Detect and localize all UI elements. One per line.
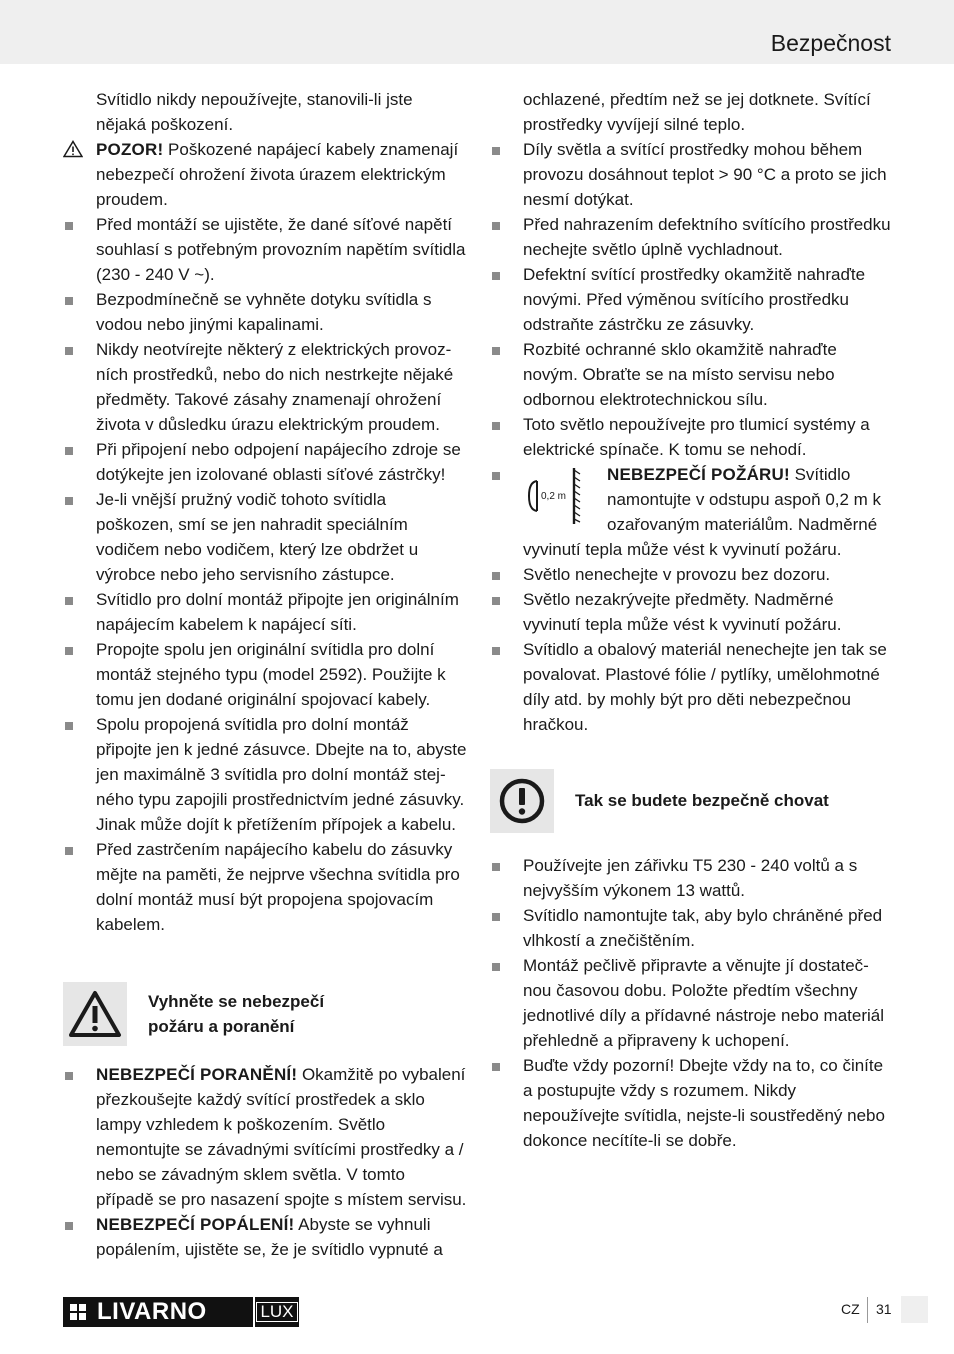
list-item (490, 1053, 892, 1153)
warning-triangle-icon (63, 982, 127, 1046)
safety-icon-tile (490, 769, 554, 833)
list-item-text: Světlo nenechejte v provozu bez dozoru. (523, 565, 831, 584)
bullet-icon (492, 1063, 500, 1071)
list-item (490, 587, 892, 637)
bullet-icon (492, 422, 500, 430)
list-item-text: Před nahrazením defektního svítícího prostředku nechejte světlo úplně vychladnout. (523, 215, 891, 259)
safety-box (490, 769, 892, 833)
bullet-icon (492, 863, 500, 871)
list-item (490, 262, 892, 337)
list-item-text: Abyste se vyhnuli popálením, ujistěte se, že je svítidlo vypnuté a (96, 1215, 443, 1259)
list-item-text: Rozbité ochranné sklo okamžitě nahraďte novým. Obraťte se na místo servisu nebo odbornou elektrotechnickou sílu. (523, 340, 837, 409)
list-item (490, 637, 892, 737)
list-item (63, 1212, 467, 1262)
logo-lux-text: LUX (256, 1302, 297, 1322)
language-code: CZ (841, 1301, 860, 1317)
list-item-text: Propojte spolu jen originální svítidla pro dolní montáž stejného typu (model 2592). Použijte k tomu jen dodané originální spojovací kabely. (96, 640, 446, 709)
logo-squares-icon (67, 1297, 93, 1327)
logo-lux (255, 1297, 299, 1327)
hazard-box (63, 982, 467, 1046)
list-item-text: Je-li vnější pružný vodič tohoto svítidla poškozen, smí se jen nahradit speciálním vodičem nebo vodičem, který lze obdržet u výrobce nebo jeho servisního zástupce. (96, 490, 419, 584)
hazard-box-title-line1: Vyhněte se nebezpečí (148, 992, 325, 1011)
list-item (490, 903, 892, 953)
list-item (63, 587, 467, 637)
bullet-icon (65, 347, 73, 355)
list-item-text: Svítidlo namontujte tak, aby bylo chráněné před vlhkostí a znečištěním. (523, 906, 883, 950)
footer-divider (867, 1297, 868, 1323)
bullet-icon (65, 597, 73, 605)
list-item-text: Při připojení nebo odpojení napájecího zdroje se dotýkejte jen izolované oblasti síťové zástrčky! (96, 440, 461, 484)
warning-icon (63, 140, 83, 158)
distance-icon (523, 464, 593, 528)
list-item (63, 437, 467, 487)
list-item (63, 637, 467, 712)
list-item-text: Svítidlo namontujte v odstupu aspoň 0,2 m k ozařovaným materiálům. Nadměrné vyvinutí tepla může vést k vyvinutí požáru. (523, 465, 882, 559)
paragraph: ochlazené, předtím než se jej dotknete. Svítící prostředky vyvíjejí silné teplo. (523, 90, 871, 134)
list-item-text: Buďte vždy pozorní! Dbejte vždy na to, co činíte a postupujte vždy s rozumem. Nikdy nepoužívejte svítidla, nejste-li soustředěný nebo dokonce necítíte-li se dobře. (523, 1056, 885, 1150)
logo-text: LIVARNO (97, 1298, 207, 1325)
list-item (490, 412, 892, 462)
list-item (63, 712, 467, 837)
list-item (490, 337, 892, 412)
list-item-text: Svítidlo a obalový materiál nenechejte jen tak se povalovat. Plastové fólie / pytlíky, umělohmotné díly atd. by mohly být pro děti nebezpečnou hračkou. (523, 640, 887, 734)
hazard-label: NEBEZPEČÍ PORANĚNÍ! (96, 1065, 298, 1084)
list-item (63, 1062, 467, 1212)
left-column (63, 87, 467, 1262)
bullet-icon (492, 272, 500, 280)
list-item-text: Před montáží se ujistěte, že dané síťové napětí souhlasí s potřebným provozním napětím svítidla (230 - 240 V ~). (96, 215, 466, 284)
list-item (490, 562, 892, 587)
bullet-icon (492, 963, 500, 971)
list-item-text: Před zastrčením napájecího kabelu do zásuvky mějte na paměti, že nejprve všechna svítidla pro dolní montáž musí být propojena spojovacím kabelem. (96, 840, 460, 934)
list-item (63, 212, 467, 287)
page-title: Bezpečnost (770, 30, 891, 56)
list-item (63, 837, 467, 937)
hazard-label: NEBEZPEČÍ POPÁLENÍ! (96, 1215, 295, 1234)
list-item-text: Defektní svítící prostředky okamžitě nahraďte novými. Před výměnou svítícího prostředku odstraňte zástrčku ze zásuvky. (523, 265, 866, 334)
bullet-icon (492, 222, 500, 230)
safety-box-title: Tak se budete bezpečně chovat (575, 791, 829, 810)
list-item-text: Světlo nezakrývejte předměty. Nadměrné vyvinutí tepla může vést k vyvinutí požáru. (523, 590, 842, 634)
list-item-text: Montáž pečlivě připravte a věnujte jí dostateč-nou časovou dobu. Položte předtím všechny jednotlivé díly a přídavné nástroje nebo materiál přehledně a připraveny k uchopení. (523, 956, 884, 1050)
list-item-text: Svítidlo pro dolní montáž připojte jen originálním napájecím kabelem k napájecí síti. (96, 590, 459, 634)
bullet-icon (492, 572, 500, 580)
bullet-icon (65, 647, 73, 655)
bullet-icon (65, 847, 73, 855)
brand-logo (63, 1297, 299, 1327)
list-item (490, 212, 892, 262)
bullet-icon (492, 147, 500, 155)
warning-text: Poškozené napájecí kabely znamenají nebezpečí ohrožení života úrazem elektrickým proudem. (96, 140, 459, 209)
bullet-icon (492, 472, 500, 480)
list-item (63, 487, 467, 587)
list-item (490, 953, 892, 1053)
hazard-icon-tile (63, 982, 127, 1046)
warning-label: POZOR! (96, 140, 164, 159)
list-item (490, 462, 892, 562)
list-item-text: Spolu propojená svítidla pro dolní montáž připojte jen k jedné zásuvce. Dbejte na to, abyste jen maximálně 3 svítidla pro dolní montáž stej-ného typu zapojili prostřednictvím jedné zásuvky. Jinak může dojít k přetížením přípojek a kabelu. (96, 715, 467, 834)
bullet-icon (65, 497, 73, 505)
list-item-text: Nikdy neotvírejte některý z elektrických provoz-ních prostředků, nebo do nich nestrkejte nějaké předměty. Takové zásahy znamenají ohrožení života v důsledku úrazu elektrickým proudem. (96, 340, 454, 434)
bullet-icon (65, 1222, 73, 1230)
bullet-icon (65, 297, 73, 305)
bullet-icon (492, 913, 500, 921)
warning-item (63, 137, 467, 212)
distance-label: 0,2 m (541, 491, 567, 502)
bullet-icon (65, 447, 73, 455)
bullet-icon (492, 647, 500, 655)
list-item (490, 853, 892, 903)
list-item (490, 137, 892, 212)
list-item (63, 287, 467, 337)
list-item-text: Bezpodmínečně se vyhněte dotyku svítidla s vodou nebo jinými kapalinami. (96, 290, 432, 334)
right-column (490, 87, 892, 1153)
bullet-icon (492, 597, 500, 605)
bullet-icon (492, 347, 500, 355)
bullet-icon (65, 722, 73, 730)
bullet-icon (65, 222, 73, 230)
list-item-text: Používejte jen zářivku T5 230 - 240 voltů a s nejvyšším výkonem 13 wattů. (523, 856, 858, 900)
list-item-text: Díly světla a svítící prostředky mohou během provozu dosáhnout teplot > 90 °C a proto se jich nesmí dotýkat. (523, 140, 887, 209)
page-number: 31 (876, 1301, 892, 1317)
logo-main (63, 1297, 253, 1327)
footer-tab (901, 1296, 928, 1323)
bullet-icon (65, 1072, 73, 1080)
exclamation-circle-icon (490, 769, 554, 833)
list-item-text: Toto světlo nepoužívejte pro tlumicí systémy a elektrické spínače. K tomu se nehodí. (523, 415, 870, 459)
list-item-text: Okamžitě po vybalení přezkoušejte každý svítící prostředek a sklo lampy vzhledem k poškozením. Světlo nemontujte se závadnými svítícími prostředky a / nebo se závadným sklem světla. V tomto případě se pro nasazení spojte s místem servisu. (96, 1065, 467, 1209)
list-item (63, 337, 467, 437)
paragraph: Svítidlo nikdy nepoužívejte, stanovili-li jste nějaká poškození. (96, 90, 413, 134)
hazard-label: NEBEZPEČÍ POŽÁRU! (607, 465, 790, 484)
hazard-box-title-line2: požáru a poranění (148, 1017, 295, 1036)
